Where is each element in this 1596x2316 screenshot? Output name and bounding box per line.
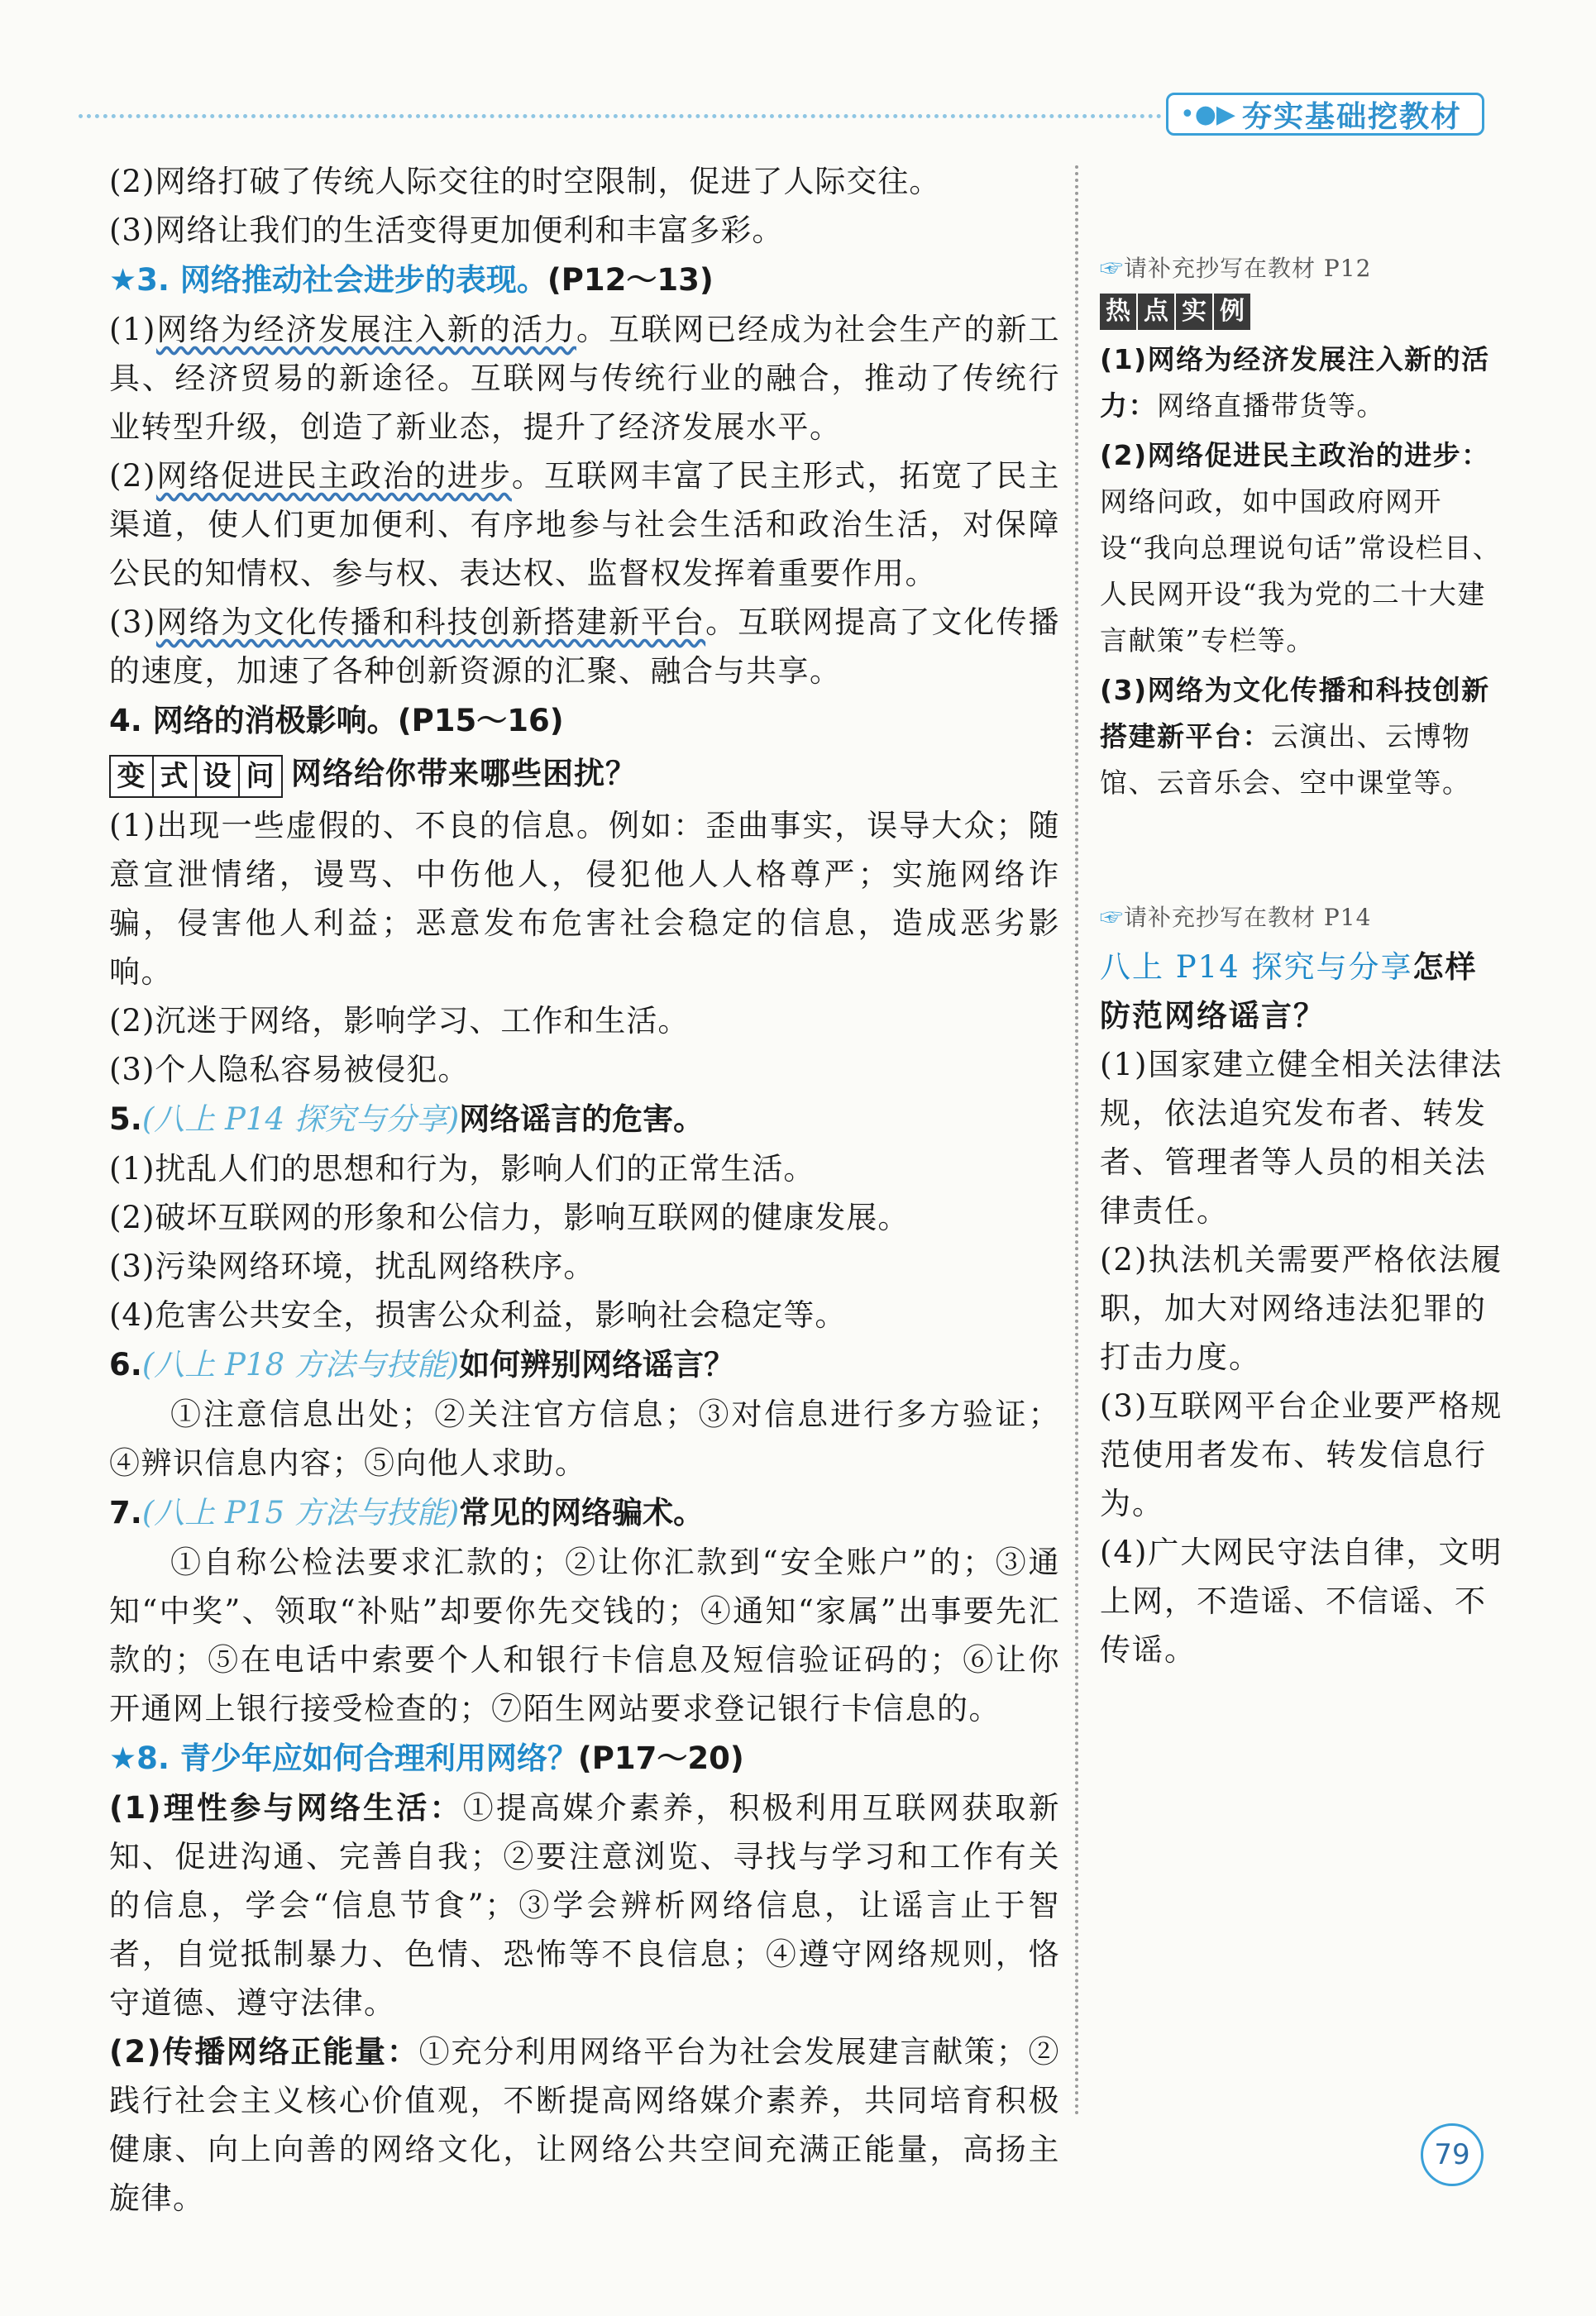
badge-char: 问	[238, 755, 283, 798]
paragraph-text: ①提高媒介素养，积极利用互联网获取新知、促进沟通、完善自我；②要注意浏览、寻找与学习和工作有关的信息，学会“信息节食”；③学会辨析网络信息，让谣言止于智者，自觉抵制暴力、色情、恐怖等不良信息；④遵守网络规则，恪守道德、遵守法律。	[109, 1790, 1060, 2021]
star-icon: ★	[109, 1741, 137, 1776]
text-line: (3)个人隐私容易被侵犯。	[109, 1052, 470, 1087]
heading-title: 常见的网络骗术。	[459, 1495, 705, 1530]
point-heading: (1)理性参与网络生活：	[109, 1790, 463, 1826]
badge-char: 例	[1214, 294, 1250, 330]
hot-examples-badge	[1100, 294, 1252, 330]
text-line: (2)沉迷于网络，影响学习、工作和生活。	[109, 1003, 690, 1039]
paragraph: ①自称公检法要求汇款的；②让你汇款到“安全账户”的；③通知“中奖”、领取“补贴”却要你先交钱的；④通知“家属”出事要先汇款的；⑤在电话中索要个人和银行卡信息及短信验证码的；⑥让你开通网上银行接受检查的；⑦陌生网站要求登记银行卡信息的。	[109, 1545, 1060, 1726]
paragraph	[109, 598, 1060, 695]
sidebar-rumor-prevention	[1100, 901, 1505, 1674]
heading-title: 网络谣言的危害。	[459, 1101, 705, 1137]
paragraph-text: 。互联网提高了文化传播的速度，加速了各种创新资源的汇聚、融合与共享。	[109, 604, 1061, 689]
heading-number: 6.	[109, 1347, 142, 1382]
section-heading	[109, 1733, 1060, 1784]
column-divider	[1075, 165, 1078, 2117]
badge-char: 实	[1176, 294, 1212, 330]
variant-question-badge	[109, 755, 281, 798]
example-heading: (3)网络为文化传播和科技创新搭建新平台：	[1100, 674, 1490, 752]
paragraph-text: 。互联网已经成为社会生产的新工具、经济贸易的新途径。互联网与传统行业的融合，推动了传统行业转型升级，创造了新业态，提升了经济发展水平。	[109, 312, 1061, 445]
section-tag-label: 夯实基础挖教材	[1241, 99, 1462, 134]
paragraph	[109, 2027, 1060, 2223]
text-line: (4)危害公共安全，损害公众利益，影响社会稳定等。	[109, 1297, 847, 1333]
badge-char: 设	[195, 755, 240, 798]
heading-number: 5.	[109, 1101, 142, 1137]
item-number: (2)	[109, 458, 156, 494]
example-heading: (1)网络为经济发展注入新的活力：	[1100, 343, 1490, 422]
pointing-hand-icon: ☞	[1100, 904, 1125, 931]
section-heading	[109, 695, 1060, 746]
text-line: (2)破坏互联网的形象和公信力，影响互联网的健康发展。	[109, 1200, 910, 1235]
star-icon: ★	[109, 262, 137, 298]
paragraph-text: 。互联网丰富了民主形式，拓宽了民主渠道，使人们更加便利、有序地参与社会生活和政治生活，对保障公民的知情权、参与权、表达权、监督权发挥着重要作用。	[109, 458, 1061, 591]
section-tag	[1166, 93, 1484, 136]
variant-question-text: 网络给你带来哪些困扰？	[291, 756, 637, 791]
textbook-ref: (八上 P14 探究与分享)	[141, 1101, 460, 1137]
badge-char: 式	[152, 755, 197, 798]
heading-title: 4. 网络的消极影响。	[109, 703, 398, 738]
example-text: 网络直播带货等。	[1157, 389, 1385, 422]
variant-question	[109, 749, 1060, 798]
page-ref: (P15～16)	[397, 703, 564, 738]
copy-note	[1100, 252, 1505, 285]
text-line: (3)网络让我们的生活变得更加便利和丰富多彩。	[109, 212, 784, 248]
answer-item: (4)广大网民守法自律，文明上网，不造谣、不信谣、不传谣。	[1100, 1535, 1503, 1668]
example-item	[1100, 432, 1505, 664]
copy-note	[1100, 901, 1505, 934]
arrow-icon: •●▶	[1180, 99, 1235, 129]
badge-char: 热	[1100, 294, 1136, 330]
key-point: 网络为文化传播和科技创新搭建新平台	[155, 604, 706, 640]
paragraph	[109, 305, 1060, 451]
text-line: (1)扰乱人们的思想和行为，影响人们的正常生活。	[109, 1151, 815, 1187]
example-text: 云演出、云博物馆、云音乐会、空中课堂等。	[1100, 720, 1471, 799]
item-number: (1)	[109, 312, 156, 347]
sidebar-hot-examples	[1100, 252, 1505, 806]
text-line: (2)网络打破了传统人际交往的时空限制，促进了人际交往。	[109, 164, 941, 199]
badge-char: 变	[109, 755, 154, 798]
section-heading	[109, 1339, 1060, 1390]
paragraph	[109, 451, 1060, 598]
example-heading: (2)网络促进民主政治的进步：	[1100, 439, 1490, 471]
question-title: 怎样防范网络谣言？	[1100, 949, 1478, 1034]
paragraph: ①注意信息出处；②关注官方信息；③对信息进行多方验证；④辨识信息内容；⑤向他人求助。	[109, 1397, 1060, 1481]
badge-char: 点	[1138, 294, 1174, 330]
answer-item: (2)执法机关需要严格依法履职，加大对网络违法犯罪的打击力度。	[1100, 1242, 1503, 1375]
header-dotted-rule	[79, 114, 1162, 118]
heading-title: 如何辨别网络谣言？	[459, 1347, 735, 1382]
paragraph-text: ①充分利用网络平台为社会发展建言献策；②践行社会主义核心价值观，不断提高网络媒介素养，共同培育积极健康、向上向善的网络文化，让网络公共空间充满正能量，高扬主旋律。	[109, 2034, 1060, 2216]
point-heading: (2)传播网络正能量：	[109, 2034, 419, 2070]
heading-number: 7.	[109, 1495, 142, 1530]
main-column	[109, 157, 1060, 2223]
textbook-ref: 八上 P14 探究与分享	[1100, 949, 1413, 985]
paragraph	[109, 1784, 1060, 2027]
textbook-ref: (八上 P18 方法与技能)	[141, 1347, 460, 1382]
heading-title: 8. 青少年应如何合理利用网络？	[136, 1741, 578, 1776]
paragraph: (1)出现一些虚假的、不良的信息。例如：歪曲事实，误导大众；随意宣泄情绪，谩骂、中伤他人，侵犯他人人格尊严；实施网络诈骗，侵害他人利益；恶意发布危害社会稳定的信息，造成恶劣影响。	[109, 808, 1060, 990]
heading-title: 3. 网络推动社会进步的表现。	[136, 262, 547, 298]
pointing-hand-icon: ☞	[1100, 255, 1125, 282]
answer-item: (1)国家建立健全相关法律法规，依法追究发布者、转发者、管理者等人员的相关法律责任。	[1100, 1047, 1503, 1229]
key-point: 网络为经济发展注入新的活力	[155, 312, 576, 347]
page-number: 79	[1421, 2123, 1484, 2186]
text-line: (3)污染网络环境，扰乱网络秩序。	[109, 1249, 595, 1284]
example-item	[1100, 667, 1505, 806]
section-heading	[109, 1094, 1060, 1144]
item-number: (3)	[109, 604, 156, 640]
section-heading	[109, 1487, 1060, 1538]
sidebar-question	[1100, 943, 1505, 1040]
key-point: 网络促进民主政治的进步	[155, 458, 512, 494]
textbook-ref: (八上 P15 方法与技能)	[141, 1495, 460, 1530]
example-text: 网络问政，如中国政府网开设“我向总理说句话”常设栏目、人民网开设“我为党的二十大建言献策”专栏等。	[1100, 485, 1502, 657]
section-heading	[109, 255, 1060, 305]
copy-note-text: 请补充抄写在教材 P12	[1124, 255, 1372, 282]
page-ref: (P12～13)	[547, 262, 714, 298]
copy-note-text: 请补充抄写在教材 P14	[1124, 904, 1372, 931]
example-item	[1100, 337, 1505, 429]
page-ref: (P17～20)	[577, 1741, 744, 1776]
answer-item: (3)互联网平台企业要严格规范使用者发布、转发信息行为。	[1100, 1388, 1503, 1521]
